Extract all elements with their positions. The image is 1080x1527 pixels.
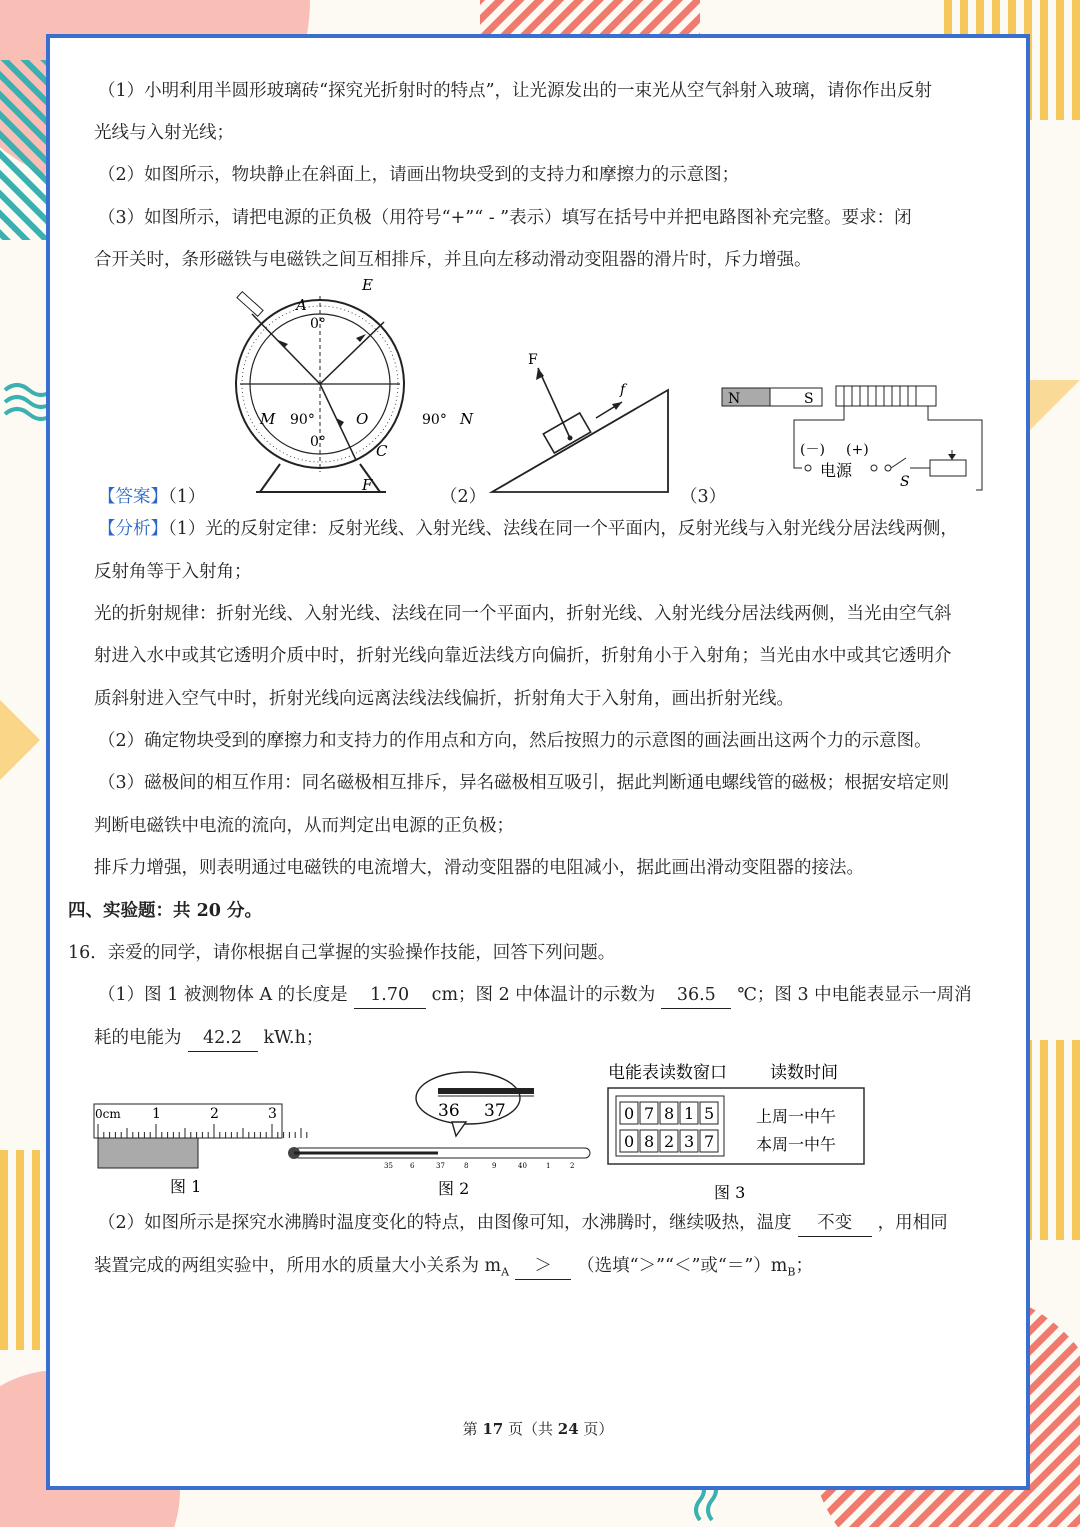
meter-digit: 3 <box>684 1132 695 1151</box>
q16-p1d: 耗的电能为 <box>94 1028 182 1048</box>
answer-n3: （3） <box>680 487 727 507</box>
q15-part1: （1）小明利用半圆形玻璃砖“探究光折射时的特点”，让光源发出的一束光从空气斜射入玻璃，请你作出反射 <box>98 81 933 101</box>
meter-header-time: 读数时间 <box>770 1063 838 1083</box>
q16-part2 <box>50 1210 1026 1237</box>
q16-p1c: ℃；图 3 中电能表显示一周消 <box>737 985 972 1005</box>
label-bottom-deg: 0° <box>310 434 326 450</box>
exam-page <box>46 34 1030 1490</box>
label-left-deg: 90° <box>290 412 315 428</box>
q16-p1e: kW.h； <box>263 1028 324 1048</box>
meter-digit: 8 <box>664 1104 675 1123</box>
power-negative: (－) <box>800 442 825 458</box>
analysis-1 <box>98 516 1026 542</box>
figure-slope <box>488 350 678 500</box>
answer-n2: （2） <box>440 487 487 507</box>
power-source-label: 电源 <box>820 461 853 480</box>
label-O: O <box>356 410 369 428</box>
meter-digit: 7 <box>644 1104 655 1123</box>
switch-label: S <box>900 474 910 490</box>
q16-p2d: （选填“＞”“＜”或“＝”）m <box>577 1256 788 1276</box>
q16-p2c: 装置完成的两组实验中，所用水的质量大小关系为 m <box>94 1256 502 1276</box>
analysis-label: 【分析】 <box>98 519 168 539</box>
q16-p1a: （1）图 1 被测物体 A 的长度是 <box>98 985 348 1005</box>
meter-digit: 1 <box>684 1104 695 1123</box>
label-top-deg: 0° <box>310 316 326 332</box>
analysis-1-text: （1）光的反射定律：反射光线、入射光线、法线在同一个平面内，反射光线与入射光线分居法线两侧， <box>168 519 958 539</box>
footer-page: 17 <box>482 1420 504 1438</box>
q16-part1-cont <box>50 1025 1026 1052</box>
ruler-2: 2 <box>210 1106 219 1122</box>
label-force-F: F <box>528 352 538 368</box>
scale-8: 8 <box>464 1162 469 1170</box>
answer-boiling-temp: 不变 <box>798 1210 872 1237</box>
q16-p2e: ； <box>795 1256 813 1276</box>
meter-digit: 2 <box>664 1132 675 1151</box>
ruler-unit: 0cm <box>95 1107 121 1121</box>
ruler-1: 1 <box>152 1106 161 1122</box>
answer-energy: 42.2 <box>188 1025 258 1052</box>
meter-digit: 0 <box>624 1132 635 1151</box>
meter-digit: 8 <box>644 1132 655 1151</box>
page-footer <box>50 1418 1026 1439</box>
answer-n1: （1） <box>168 487 206 507</box>
analysis-3: （2）确定物块受到的摩擦力和支持力的作用点和方向，然后按照力的示意图的画法画出这两个力的示意图。 <box>98 731 932 751</box>
analysis-1-cont: 反射角等于入射角； <box>94 562 252 582</box>
answer-temperature: 36.5 <box>661 982 731 1009</box>
q16-p2b: ，用相同 <box>877 1213 948 1233</box>
analysis-2-cont2: 质斜射进入空气中时，折射光线向远离法线法线偏折，折射角大于入射角，画出折射光线。 <box>94 689 794 709</box>
figure-refraction-disc <box>200 276 474 502</box>
scale-37: 37 <box>436 1162 445 1170</box>
q15-part2: （2）如图所示，物块静止在斜面上，请画出物块受到的支持力和摩擦力的示意图； <box>98 165 740 185</box>
meter-digit: 7 <box>704 1132 715 1151</box>
answer-label: 【答案】 <box>98 487 168 507</box>
analysis-4: （3）磁极间的相互作用：同名磁极相互排斥，异名磁极相互吸引，据此判断通电螺线管的磁极；根据安培定则 <box>98 773 950 793</box>
zoom-37: 37 <box>484 1101 506 1121</box>
scale-6: 6 <box>410 1162 415 1170</box>
fig3-caption: 图 3 <box>714 1183 746 1202</box>
q16-intro: 16．亲爱的同学，请你根据自己掌握的实验操作技能，回答下列问题。 <box>68 943 616 963</box>
scale-9: 9 <box>492 1162 497 1170</box>
figure-thermometer <box>288 1072 606 1200</box>
figure-energy-meter <box>606 1054 878 1204</box>
q16-p1b: cm；图 2 中体温计的示数为 <box>431 985 656 1005</box>
fig2-caption: 图 2 <box>438 1179 470 1198</box>
label-friction-f: f <box>620 382 626 398</box>
q15-part3-cont: 合开关时，条形磁铁与电磁铁之间互相排斥，并且向左移动滑动变阻器的滑片时，斥力增强。 <box>94 250 812 270</box>
answer-mass-relation: ＞ <box>515 1253 571 1280</box>
q16-part1 <box>50 982 1026 1009</box>
meter-row1-time: 上周一中午 <box>756 1107 837 1126</box>
label-F: F <box>362 476 373 494</box>
q15-part1-cont: 光线与入射光线； <box>94 123 234 143</box>
analysis-4-cont: 判断电磁铁中电流的流向，从而判定出电源的正负极； <box>94 816 514 836</box>
footer-pre: 第 <box>462 1420 483 1438</box>
footer-total: 24 <box>557 1420 579 1438</box>
meter-row2-time: 本周一中午 <box>756 1135 837 1154</box>
label-M: M <box>260 410 276 428</box>
scale-2: 2 <box>570 1162 575 1170</box>
power-positive: (+) <box>846 442 869 458</box>
magnet-N: N <box>728 391 741 407</box>
q15-part3: （3）如图所示，请把电源的正负极（用符号“+”“ - ”表示）填写在括号中并把电路图补充完整。要求：闭 <box>98 208 912 228</box>
answer-row <box>98 484 1026 510</box>
meter-digit: 5 <box>704 1104 715 1123</box>
fig1-caption: 图 1 <box>170 1177 202 1196</box>
label-E: E <box>362 276 373 294</box>
analysis-2: 光的折射规律：折射光线、入射光线、法线在同一个平面内，折射光线、入射光线分居法线两侧，当光由空气斜 <box>94 604 952 624</box>
figure-ruler <box>90 1098 290 1198</box>
scale-1: 1 <box>546 1162 551 1170</box>
analysis-2-cont: 射进入水中或其它透明介质中时，折射光线向靠近法线方向偏折，折射角小于入射角；当光由水中或其它透明介 <box>94 646 952 666</box>
answer-length: 1.70 <box>354 982 426 1009</box>
label-A: A <box>296 296 307 314</box>
label-N: N <box>460 410 474 428</box>
label-C: C <box>376 442 388 460</box>
sub-a: A <box>501 1265 510 1279</box>
scale-40: 40 <box>518 1162 527 1170</box>
footer-post: 页） <box>578 1420 614 1438</box>
section-title: 四、实验题：共 20 分。 <box>68 901 263 921</box>
meter-digit: 0 <box>624 1104 635 1123</box>
magnet-S: S <box>804 391 814 407</box>
sub-b: B <box>787 1265 796 1279</box>
q16-p2a: （2）如图所示是探究水沸腾时温度变化的特点，由图像可知，水沸腾时，继续吸热，温度 <box>98 1213 792 1233</box>
scale-35: 35 <box>384 1162 393 1170</box>
label-right-deg: 90° <box>422 412 447 428</box>
ruler-3: 3 <box>268 1106 277 1122</box>
q16-part2-cont <box>50 1253 1026 1286</box>
footer-mid: 页（共 <box>503 1420 558 1438</box>
zoom-36: 36 <box>438 1101 460 1121</box>
meter-header-window: 电能表读数窗口 <box>608 1063 727 1083</box>
analysis-5: 排斥力增强，则表明通过电磁铁的电流增大，滑动变阻器的电阻减小，据此画出滑动变阻器的接法。 <box>94 858 864 878</box>
